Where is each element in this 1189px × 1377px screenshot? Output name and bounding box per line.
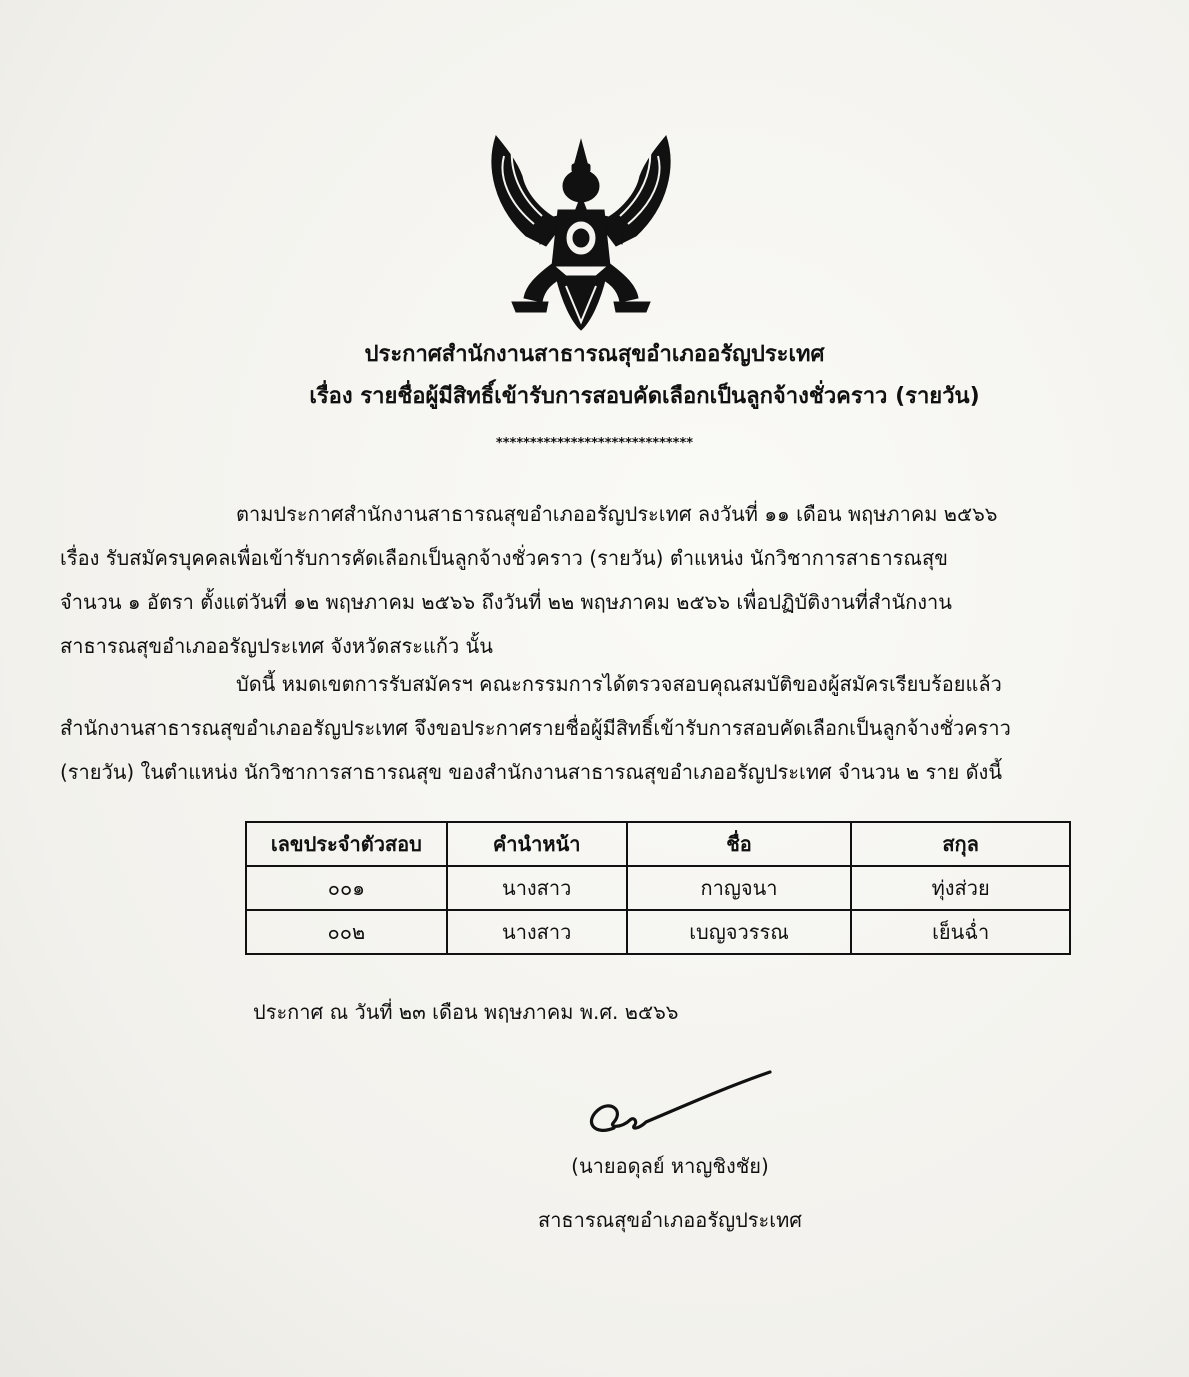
paragraph-line: บัดนี้ หมดเขตการรับสมัครฯ คณะกรรมการได้ตรวจสอบคุณสมบัติของผู้สมัครเรียบร้อยแล้ว bbox=[236, 672, 1002, 696]
paragraph-line: สาธารณสุขอำเภออรัญประเทศ จังหวัดสระแก้ว นั้น bbox=[60, 634, 493, 658]
cell-last-name: เย็นฉ่ำ bbox=[851, 910, 1070, 954]
paragraph-line: เรื่อง รับสมัครบุคคลเพื่อเข้ารับการคัดเลือกเป็นลูกจ้างชั่วคราว (รายวัน) ตำแหน่ง นักวิชาการสาธารณสุข bbox=[60, 546, 948, 570]
announcement-title: ประกาศสำนักงานสาธารณสุขอำเภออรัญประเทศ bbox=[364, 342, 825, 367]
table-row bbox=[246, 910, 1070, 954]
announcement-date: ประกาศ ณ วันที่ ๒๓ เดือน พฤษภาคม พ.ศ. ๒๕๖๖ bbox=[253, 1000, 679, 1024]
table-row bbox=[246, 866, 1070, 910]
paragraph-line: สำนักงานสาธารณสุขอำเภออรัญประเทศ จึงขอประกาศรายชื่อผู้มีสิทธิ์เข้ารับการสอบคัดเลือกเป็นลูกจ้างชั่วคราว bbox=[60, 716, 1011, 740]
table-header-row bbox=[246, 822, 1070, 866]
header-last-name: สกุล bbox=[851, 822, 1070, 866]
cell-exam-id: ๐๐๑ bbox=[246, 866, 447, 910]
garuda-emblem-icon bbox=[486, 126, 676, 336]
header-first-name: ชื่อ bbox=[627, 822, 852, 866]
separator: ***************************** bbox=[495, 436, 694, 451]
paragraph-announcement bbox=[60, 662, 1112, 794]
signer-position: สาธารณสุขอำเภออรัญประเทศ bbox=[537, 1208, 802, 1232]
paragraph-line: จำนวน ๑ อัตรา ตั้งแต่วันที่ ๑๒ พฤษภาคม ๒๕๖๖ ถึงวันที่ ๒๒ พฤษภาคม ๒๕๖๖ เพื่อปฏิบัติงานที่สำนักงาน bbox=[60, 590, 952, 614]
cell-prefix: นางสาว bbox=[447, 866, 627, 910]
announcement-subject: เรื่อง รายชื่อผู้มีสิทธิ์เข้ารับการสอบคัดเลือกเป็นลูกจ้างชั่วคราว (รายวัน) bbox=[309, 384, 980, 409]
cell-prefix: นางสาว bbox=[447, 910, 627, 954]
signer-name: (นายอดุลย์ หาญชิงชัย) bbox=[571, 1154, 769, 1178]
handwritten-signature-icon bbox=[574, 1066, 784, 1146]
cell-exam-id: ๐๐๒ bbox=[246, 910, 447, 954]
cell-first-name: เบญจวรรณ bbox=[627, 910, 852, 954]
cell-first-name: กาญจนา bbox=[627, 866, 852, 910]
paragraph-line: (รายวัน) ในตำแหน่ง นักวิชาการสาธารณสุข ของสำนักงานสาธารณสุขอำเภออรัญประเทศ จำนวน ๒ ราย ดังนี้ bbox=[60, 760, 1002, 784]
header-exam-id: เลขประจำตัวสอบ bbox=[246, 822, 447, 866]
paragraph-line: ตามประกาศสำนักงานสาธารณสุขอำเภออรัญประเทศ ลงวันที่ ๑๑ เดือน พฤษภาคม ๒๕๖๖ bbox=[236, 502, 998, 526]
paragraph-intro bbox=[60, 492, 1112, 668]
cell-last-name: ทุ่งส่วย bbox=[851, 866, 1070, 910]
header-prefix: คำนำหน้า bbox=[447, 822, 627, 866]
candidates-table bbox=[245, 821, 1071, 955]
